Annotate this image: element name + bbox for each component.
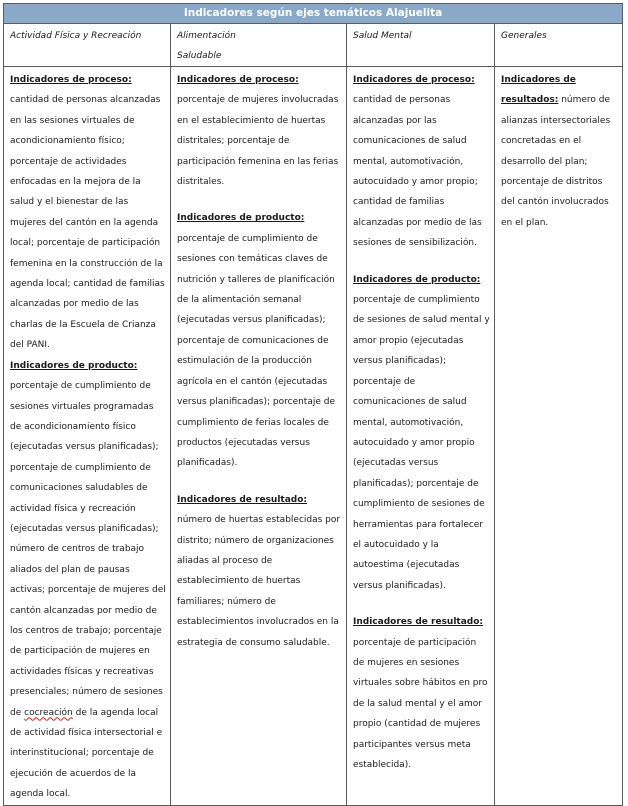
column-header-actividad-fisica: Actividad Física y Recreación <box>4 24 171 67</box>
indicators-table-frame <box>3 3 622 806</box>
label-resultado: Indicadores de resultado: <box>177 494 308 505</box>
column-header-generales: Generales <box>495 24 623 67</box>
label-proceso: Indicadores de proceso: <box>10 75 132 85</box>
cell-actividad-fisica <box>4 67 171 806</box>
column-header-alimentacion: Alimentación Saludable <box>171 24 347 67</box>
paragraph-proceso: Indicadores de proceso: cantidad de personas alcanzadas por las comunicaciones de salud mental, automotivación, autocuidado y amor propio; cantidad de familias alcanzadas por medio de las sesiones de sensibilización. <box>353 75 482 249</box>
paragraph-resultados: Indicadores de resultados: número de alianzas intersectoriales concretadas en el desarrollo del plan; porcentaje de distritos del cantón involucrados en el plan. <box>501 75 611 228</box>
paragraph-proceso: Indicadores de proceso: porcentaje de mujeres involucradas en el establecimiento de huertas distritales; porcentaje de participación femenina en las ferias distritales. <box>177 75 339 188</box>
column-header-salud-mental: Salud Mental <box>347 24 495 67</box>
paragraph-resultado: Indicadores de resultado: porcentaje de participación de mujeres en sesiones virtuales sobre hábitos en pro de la salud mental y el amor propio (cantidad de mujeres participantes versus meta establecida). <box>353 617 488 770</box>
label-resultados: Indicadores de resultados: <box>501 75 576 106</box>
paragraph-producto: Indicadores de producto: porcentaje de cumplimiento de sesiones de salud mental y amor propio (ejecutadas versus planificadas); porcentaje de comunicaciones de salud mental, automotivación, autocuidado y amor propio (ejecutadas versus planificadas); porcentaje de cumplimiento de sesiones de herramientas para fortalecer el autocuidado y la autoestima (ejecutadas versus planificadas). <box>353 274 490 591</box>
indicators-table <box>3 3 623 806</box>
label-producto: Indicadores de producto: <box>10 360 138 371</box>
label-producto: Indicadores de producto: <box>177 213 305 224</box>
paragraph-producto: Indicadores de producto: porcentaje de cumplimiento de sesiones con temáticas claves de nutrición y talleres de planificación de la alimentación semanal (ejecutadas versus planificadas); porcentaje de comunicaciones de estimulación de la producción agrícola en el cantón (ejecutadas versus planificadas); porcentaje de cumplimiento de ferias locales de productos (ejecutadas versus planificadas). <box>177 213 335 469</box>
spellcheck-word: cocreación <box>24 707 73 718</box>
cell-alimentacion <box>171 67 347 806</box>
cell-salud-mental <box>347 67 495 806</box>
label-producto: Indicadores de producto: <box>353 274 481 285</box>
paragraph-proceso: Indicadores de proceso: cantidad de personas alcanzadas en las sesiones virtuales de acondicionamiento físico; porcentaje de actividades enfocadas en la mejora de la salud y el bienestar de las mujeres del cantón en la agenda local; porcentaje de participación femenina en la construcción de la agenda local; cantidad de familias alcanzadas por medio de las charlas de la Escuela de Crianza del PANI. <box>10 75 165 351</box>
label-proceso: Indicadores de proceso: <box>353 75 475 85</box>
cell-generales <box>495 67 623 806</box>
table-title: Indicadores según ejes temáticos Alajuelita <box>4 4 623 24</box>
label-proceso: Indicadores de proceso: <box>177 75 299 85</box>
paragraph-producto: Indicadores de producto: porcentaje de cumplimiento de sesiones virtuales programadas de acondicionamiento físico (ejecutadas versus planificadas); porcentaje de cumplimiento de comunicaciones saludables de actividad física y recreación (ejecutadas versus planificadas); número de centros de trabajo aliados del plan de pausas activas; porcentaje de mujeres del cantón alcanzadas por medio de los centros de trabajo; porcentaje de participación de mujeres en actividades físicas y recreativas presenciales; número de sesiones de cocreación de la agenda local de actividad física intersectorial e interinstitucional; porcentaje de ejecución de acuerdos de la agenda local. <box>10 360 166 800</box>
paragraph-resultado: Indicadores de resultado: número de huertas establecidas por distrito; número de organizaciones aliadas al proceso de establecimiento de huertas familiares; número de establecimientos involucrados en la estrategia de consumo saludable. <box>177 494 341 648</box>
label-resultado: Indicadores de resultado: <box>353 617 484 628</box>
